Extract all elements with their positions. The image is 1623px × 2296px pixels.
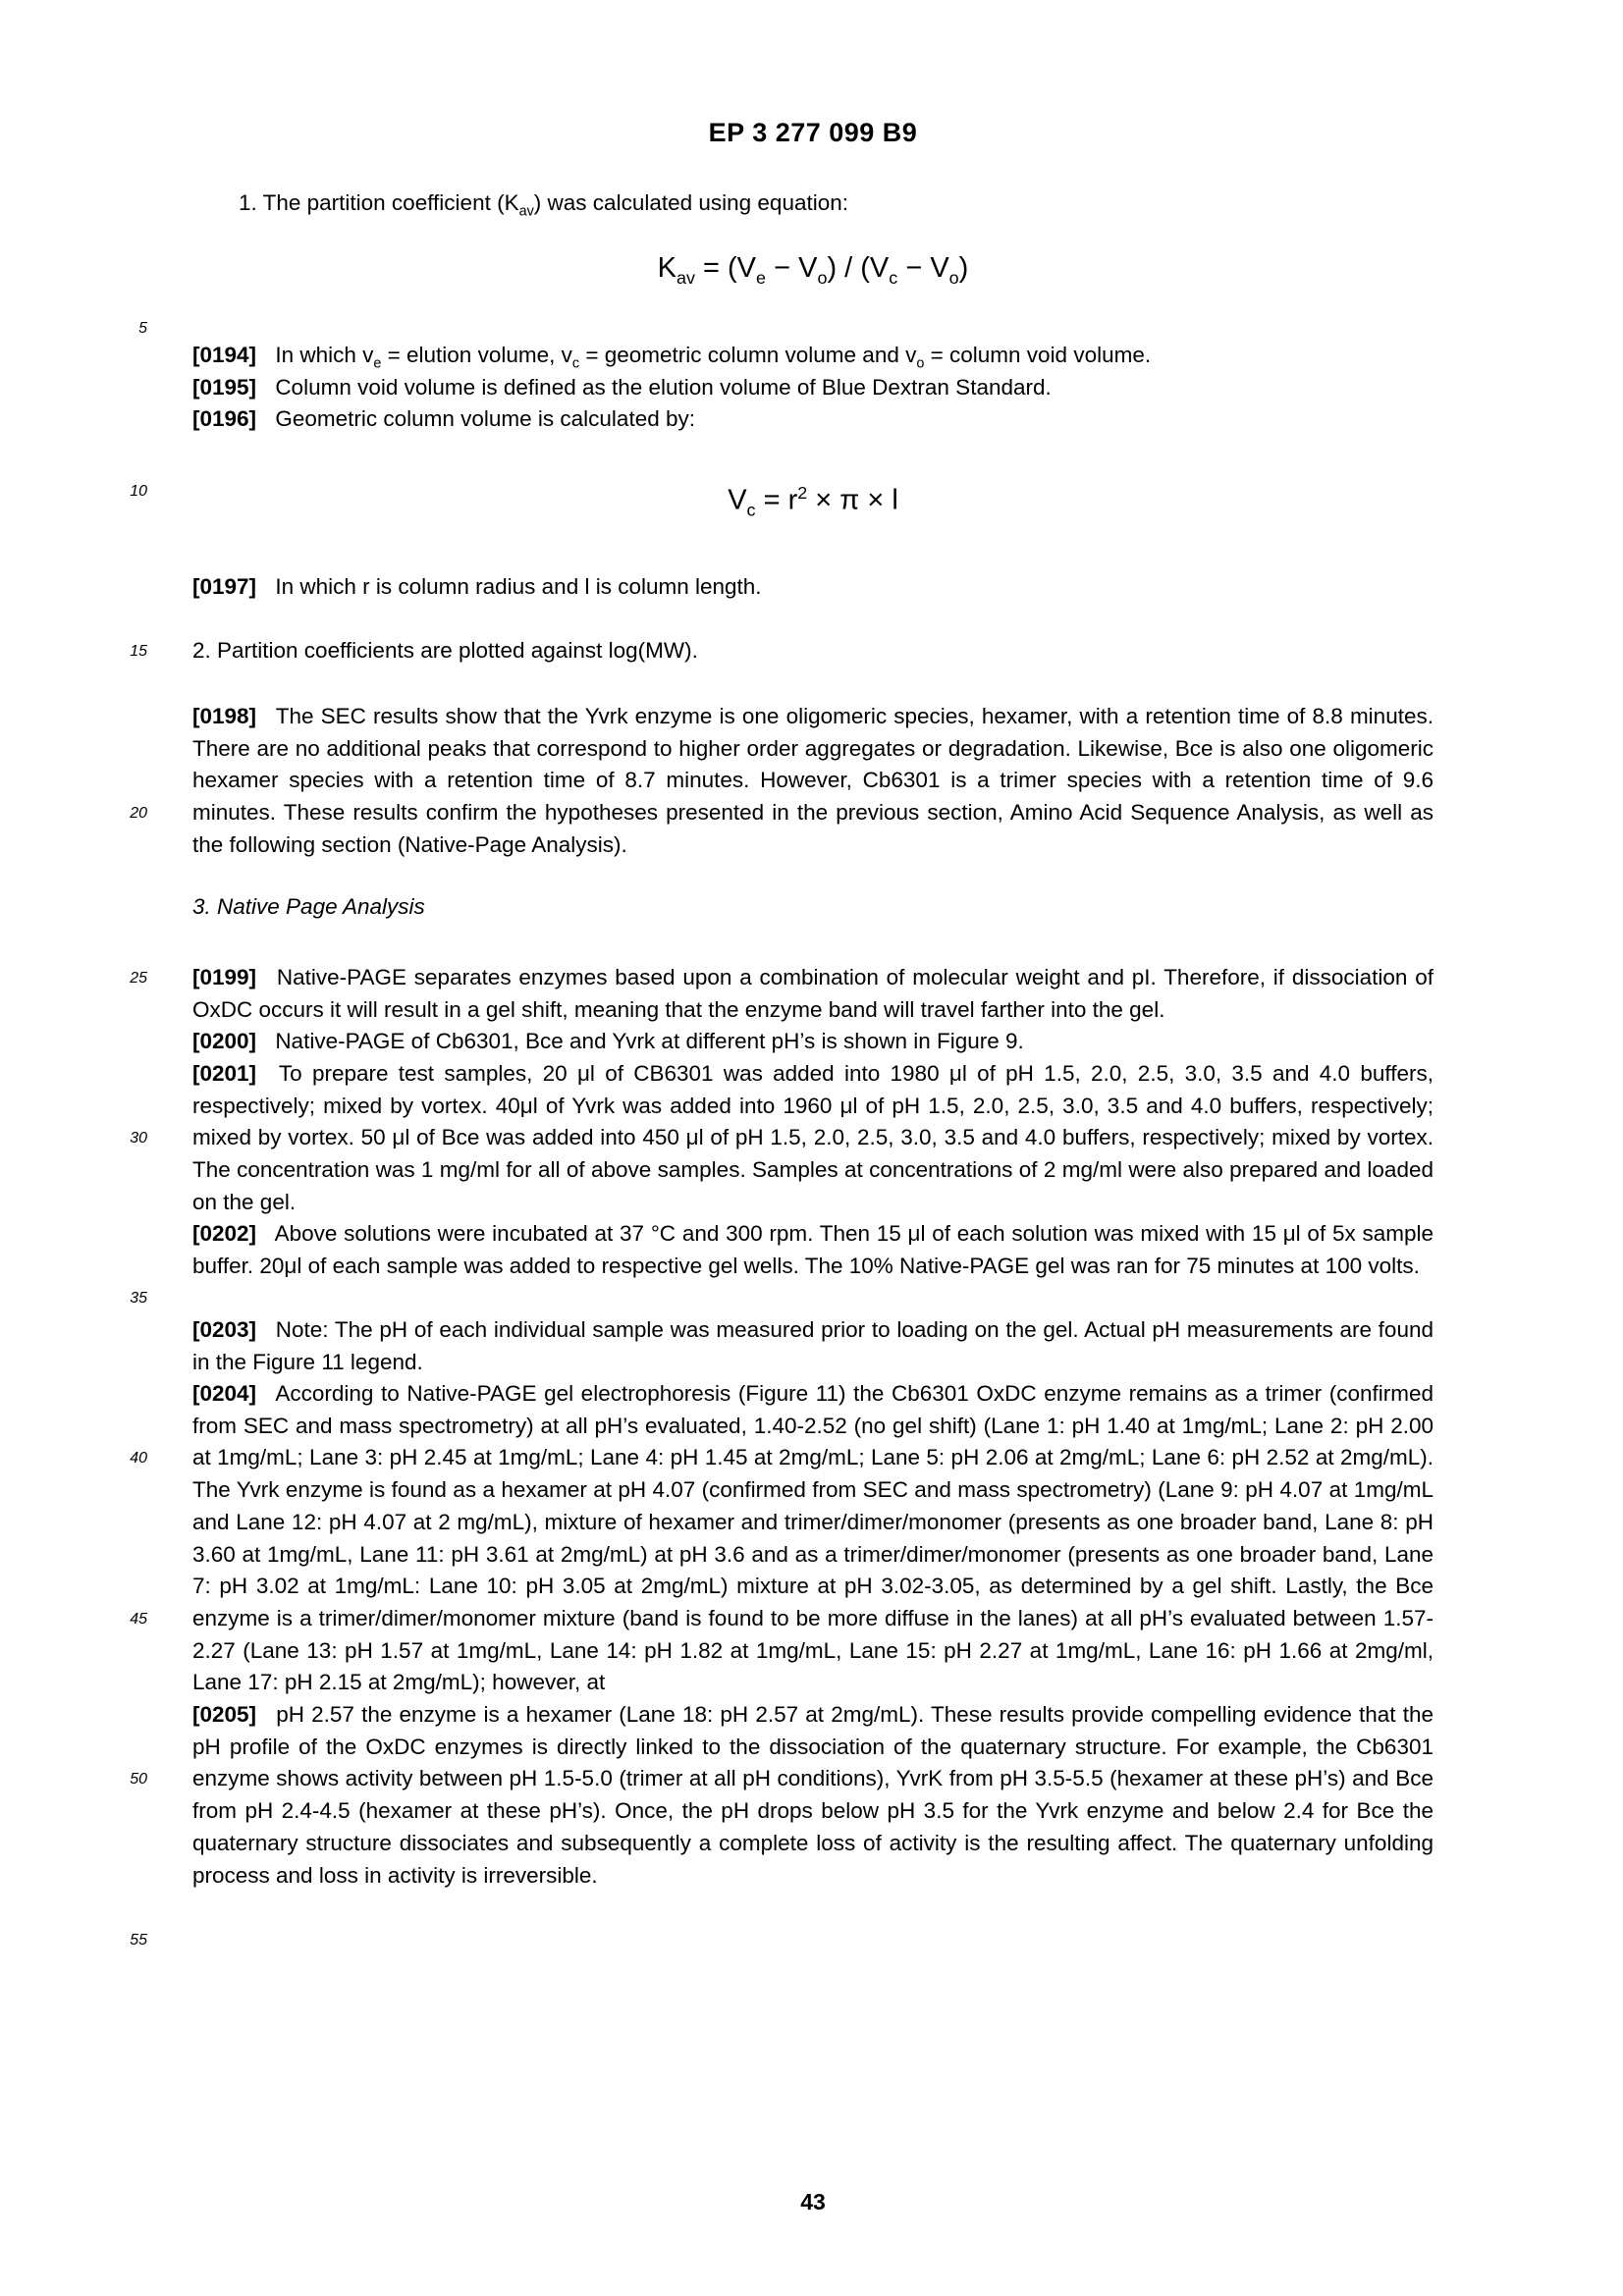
paragraph-0203 [192, 1314, 1434, 1378]
paragraph-0197-text: In which r is column radius and l is column length. [275, 574, 762, 599]
paragraph-0195 [192, 372, 1434, 404]
margin-line-number-50: 50 [130, 1771, 147, 1788]
page-number: 43 [800, 2189, 826, 2215]
paragraph-0194-tag: [0194] [192, 343, 257, 367]
paragraph-0205 [192, 1699, 1434, 1892]
margin-line-number-20: 20 [130, 805, 147, 822]
paragraph-0202-tag: [0202] [192, 1221, 257, 1246]
paragraph-0204-tag: [0204] [192, 1381, 257, 1406]
list-item-2-text: 2. Partition coefficients are plotted against log(MW). [192, 638, 698, 663]
margin-line-number-40: 40 [130, 1450, 147, 1467]
paragraph-0196-tag: [0196] [192, 406, 257, 431]
paragraph-0197-tag: [0197] [192, 574, 257, 599]
paragraph-0200 [192, 1026, 1434, 1058]
margin-line-number-35: 35 [130, 1290, 147, 1307]
paragraph-0200-text: Native-PAGE of Cb6301, Bce and Yvrk at different pH’s is shown in Figure 9. [275, 1029, 1024, 1053]
paragraph-0196 [192, 403, 1434, 436]
paragraph-0203-text: Note: The pH of each individual sample was measured prior to loading on the gel. Actual pH measurements are found in the Figure 11 legend. [192, 1317, 1434, 1374]
paragraph-0198 [192, 701, 1434, 862]
margin-line-number-45: 45 [130, 1611, 147, 1628]
list-item-1-text: 1. The partition coefficient $(K_{av})$ was calculated using equation: [239, 190, 848, 220]
paragraph-0204 [192, 1378, 1434, 1699]
paragraph-0198-text: The SEC results show that the Yvrk enzyme is one oligomeric species, hexamer, with a retention time of 8.8 minutes. There are no additional peaks that correspond to higher order aggregates or degradation. Likewise, Bce is also one oligomeric hexamer species with a retention time of 8.7 minutes. However, Cb6301 is a trimer species with a retention time of 9.6 minutes. These results confirm the hypotheses presented in the previous section, Amino Acid Sequence Analysis, as well as the following section (Native-Page Analysis). [192, 704, 1434, 857]
margin-line-number-10: 10 [130, 483, 147, 500]
paragraph-0200-tag: [0200] [192, 1029, 257, 1053]
paragraph-0202 [192, 1218, 1434, 1282]
paragraph-0205-text: pH 2.57 the enzyme is a hexamer (Lane 18: pH 2.57 at 2mg/mL). These results provide compelling evidence that the pH profile of the OxDC enzymes is directly linked to the dissociation of the quaternary structure. For example, the Cb6301 enzyme shows activity between pH 1.5-5.0 (trimer at all pH conditions), YvrK from pH 3.5-5.5 (hexamer at these pH’s) and Bce from pH 2.4-4.5 (hexamer at these pH’s). Once, the pH drops below pH 3.5 for the Yvrk enzyme and below 2.4 for Bce the quaternary structure dissociates and subsequently a complete loss of activity is the resulting affect. The quaternary unfolding process and loss in activity is irreversible. [192, 1702, 1434, 1888]
margin-line-number-25: 25 [130, 970, 147, 987]
equation-kav: $K_{av} = (V_e - V_o) / (V_c - V_o)$ [657, 252, 969, 288]
paragraph-0201-text: To prepare test samples, 20 μl of CB6301 was added into 1980 μl of pH 1.5, 2.0, 2.5, 3.0, 3.5 and 4.0 buffers, respectively; mixed by vortex. 40μl of Yvrk was added into 1960 μl of pH 1.5, 2.0, 2.5, 3.0, 3.5 and 4.0 buffers, respectively; mixed by vortex. 50 μl of Bce was added into 450 μl of pH 1.5, 2.0, 2.5, 3.0, 3.5 and 4.0 buffers, respectively; mixed by vortex. The concentration was 1 mg/ml for all of above samples. Samples at concentrations of 2 mg/ml were also prepared and loaded on the gel. [192, 1061, 1434, 1214]
paragraph-0196-text: Geometric column volume is calculated by: [275, 406, 695, 431]
paragraph-0205-tag: [0205] [192, 1702, 257, 1727]
paragraph-0199 [192, 962, 1434, 1026]
paragraph-0199-text: Native-PAGE separates enzymes based upon a combination of molecular weight and pI. Therefore, if dissociation of OxDC occurs it will result in a gel shift, meaning that the enzyme band will travel farther into the gel. [192, 965, 1434, 1022]
paragraph-0201-tag: [0201] [192, 1061, 257, 1086]
paragraph-0198-tag: [0198] [192, 704, 257, 728]
paragraph-0194-text: In which $v_e$ = elution volume, $v_c$ = geometric column volume and $v_o$ = column void volume. [275, 343, 1152, 372]
paragraph-0203-tag: [0203] [192, 1317, 257, 1342]
list-item-1 [192, 187, 1434, 228]
paragraph-0195-text: Column void volume is defined as the elution volume of Blue Dextran Standard. [275, 375, 1052, 400]
paragraph-0199-tag: [0199] [192, 965, 257, 989]
margin-line-number-15: 15 [130, 643, 147, 660]
paragraph-0195-tag: [0195] [192, 375, 257, 400]
paragraph-0201 [192, 1058, 1434, 1219]
paragraph-0204-text: According to Native-PAGE gel electrophoresis (Figure 11) the Cb6301 OxDC enzyme remains as a trimer (confirmed from SEC and mass spectrometry) at all pH’s evaluated, 1.40-2.52 (no gel shift) (Lane 1: pH 1.40 at 1mg/mL; Lane 2: pH 2.00 at 1mg/mL; Lane 3: pH 2.45 at 1mg/mL; Lane 4: pH 1.45 at 2mg/mL; Lane 5: pH 2.06 at 2mg/mL; Lane 6: pH 2.52 at 2mg/mL). The Yvrk enzyme is found as a hexamer at pH 4.07 (confirmed from SEC and mass spectrometry) (Lane 9: pH 4.07 at 1mg/mL and Lane 12: pH 4.07 at 2 mg/mL), mixture of hexamer and trimer/dimer/monomer (presents as one broader band, Lane 8: pH 3.60 at 1mg/mL, Lane 11: pH 3.61 at 2mg/mL) at pH 3.6 and as a trimer/dimer/monomer (presents as one broader band, Lane 7: pH 3.02 at 1mg/mL: Lane 10: pH 3.05 at 2mg/mL) mixture at pH 3.02-3.05, as determined by a gel shift. Lastly, the Bce enzyme is a trimer/dimer/monomer mixture (band is found to be more diffuse in the lanes) at all pH’s evaluated between 1.57-2.27 (Lane 13: pH 1.57 at 1mg/mL, Lane 14: pH 1.82 at 1mg/mL, Lane 15: pH 2.27 at 1mg/mL, Lane 16: pH 1.66 at 2mg/ml, Lane 17: pH 2.15 at 2mg/mL); however, at [192, 1381, 1434, 1695]
margin-line-number-30: 30 [130, 1130, 147, 1147]
margin-line-number-5: 5 [138, 320, 147, 337]
document-header: EP 3 277 099 B9 [708, 118, 918, 147]
margin-line-number-55: 55 [130, 1932, 147, 1949]
paragraph-0197 [192, 571, 1434, 604]
paragraph-0202-text: Above solutions were incubated at 37 °C and 300 rpm. Then 15 μl of each solution was mixed with 15 μl of 5x sample buffer. 20μl of each sample was added to respective gel wells. The 10% Native-PAGE gel was ran for 75 minutes at 100 volts. [192, 1221, 1434, 1278]
section-heading-native-page-analysis: 3. Native Page Analysis [192, 894, 425, 919]
equation-vc: $V_c = r^2 \times \pi \times l$ [728, 483, 898, 520]
list-item-2 [192, 635, 1434, 667]
